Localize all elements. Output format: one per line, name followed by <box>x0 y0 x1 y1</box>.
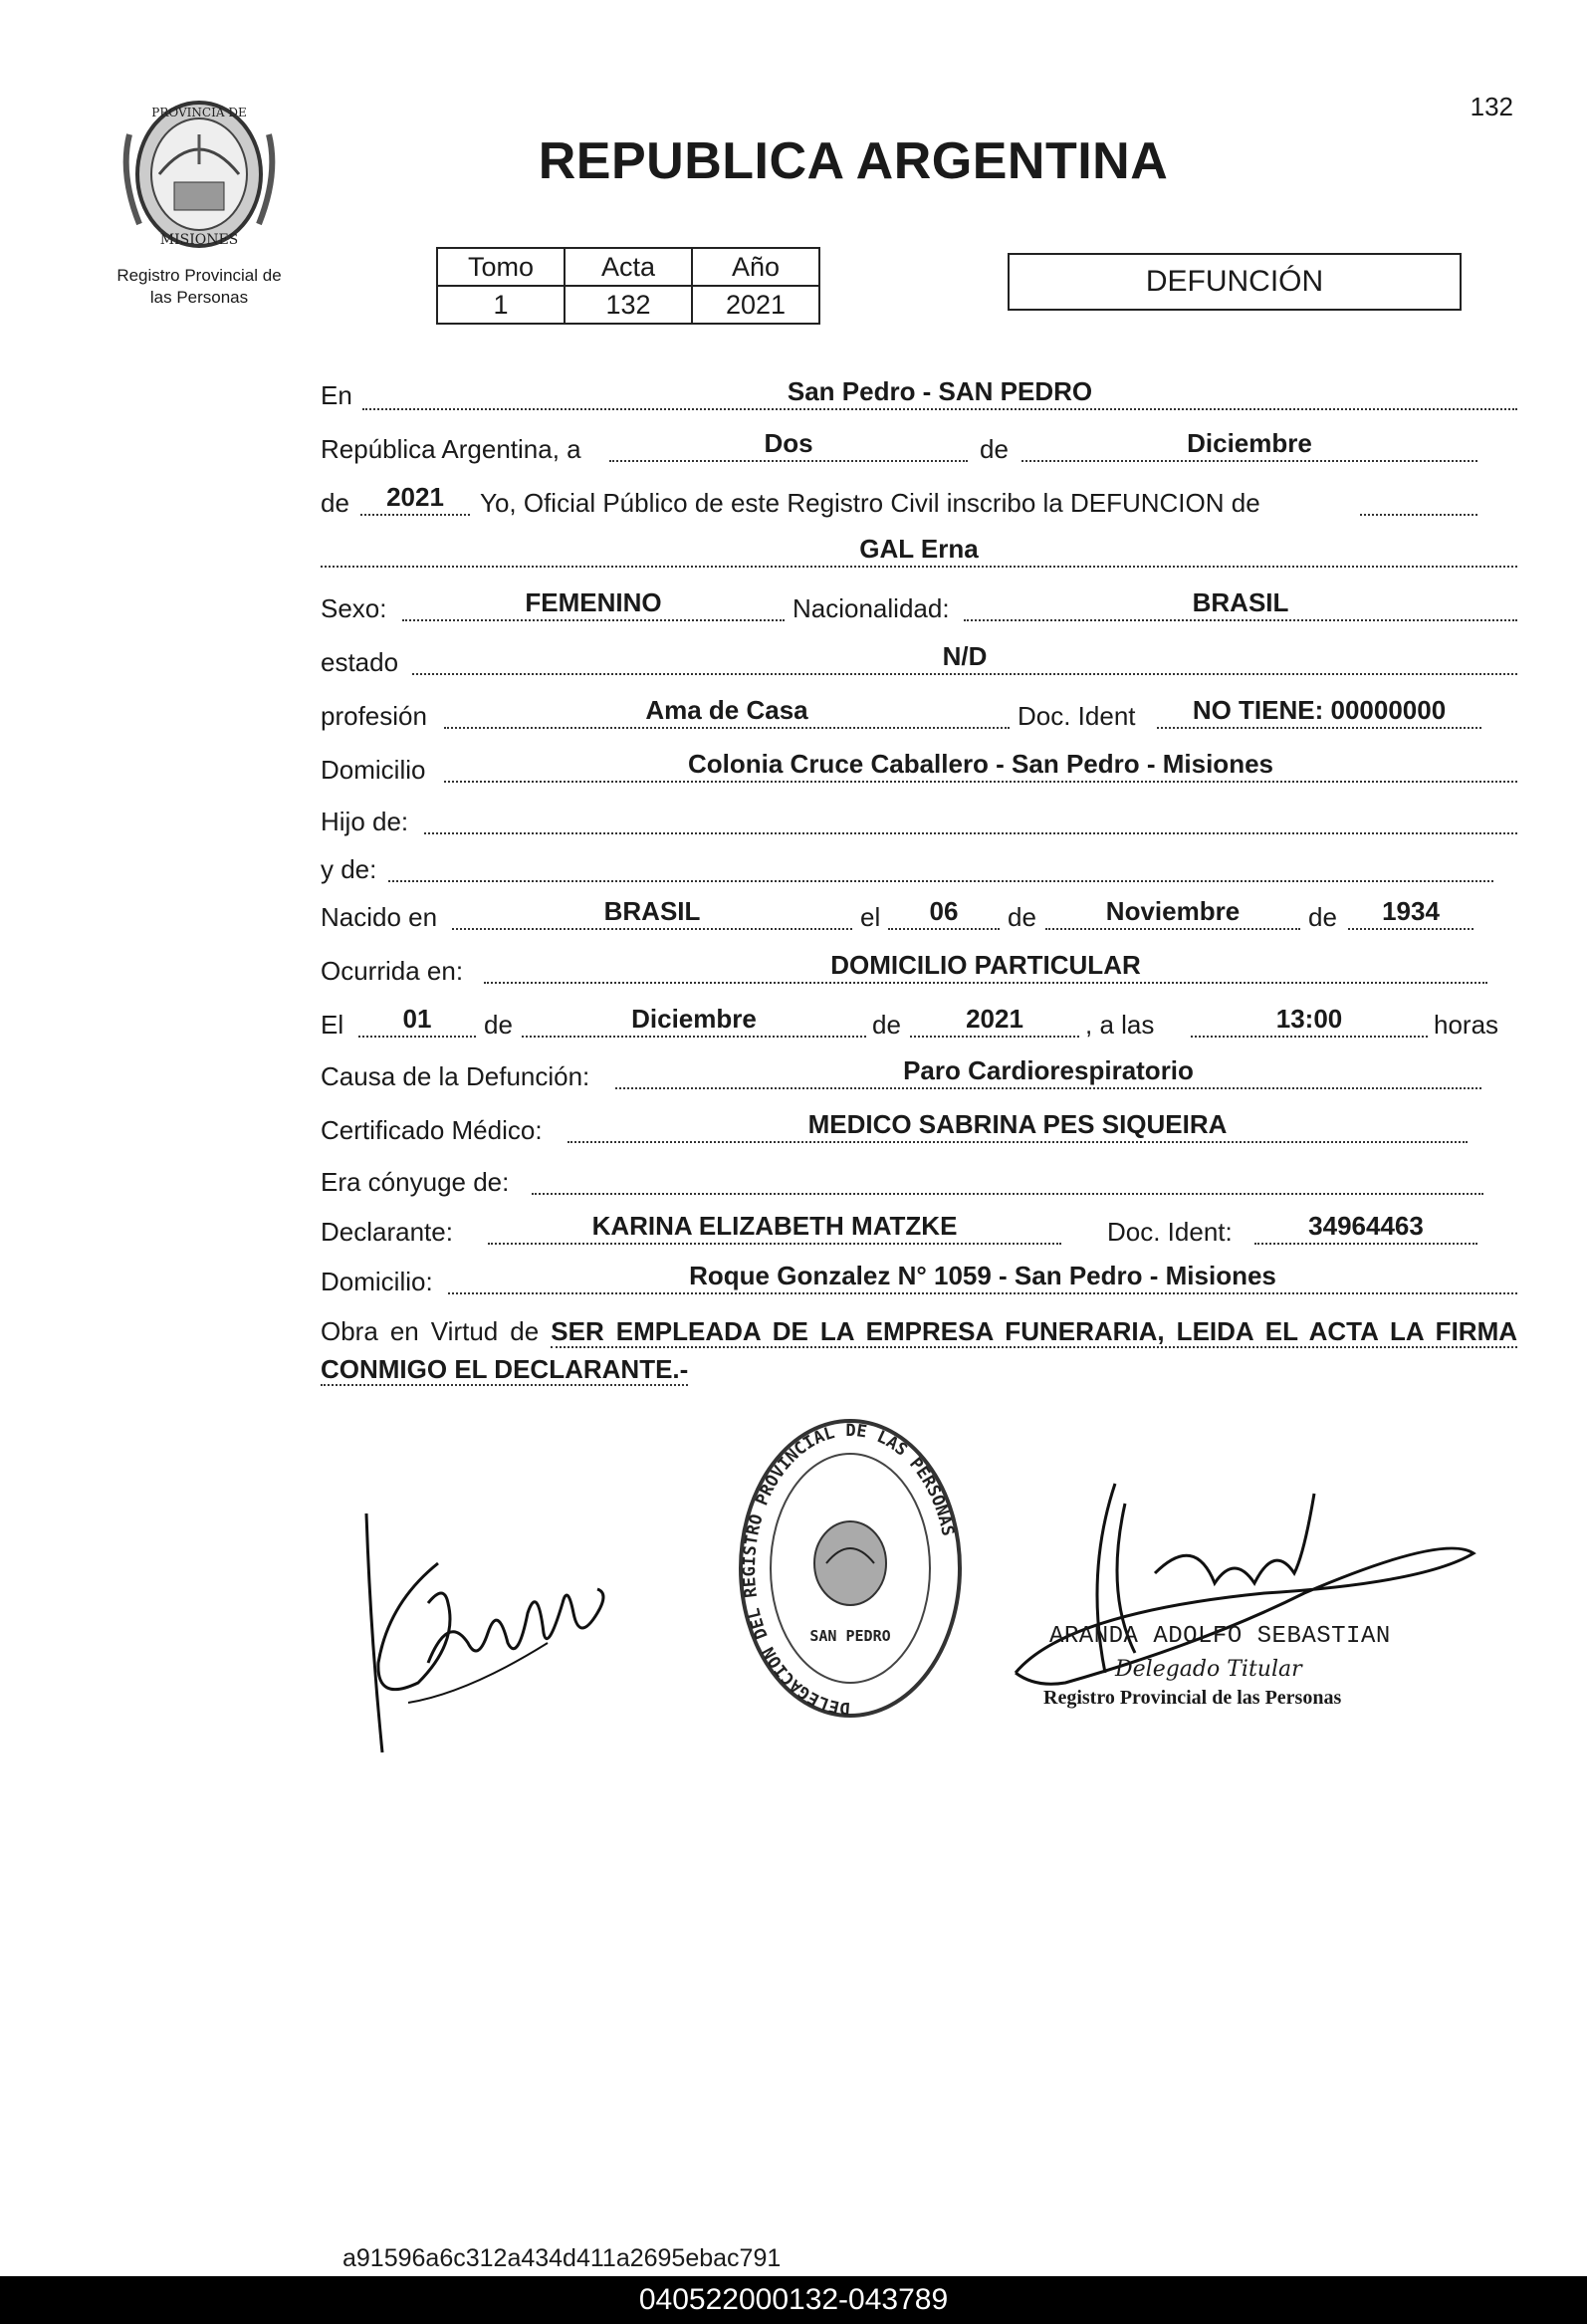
alas-label: , a las <box>1085 1010 1155 1040</box>
birth-day: 06 <box>888 896 1000 930</box>
ref-header-anio: Año <box>692 248 819 286</box>
ref-value-acta: 132 <box>565 286 692 324</box>
declarant-signature <box>348 1494 627 1762</box>
reference-table <box>436 247 820 325</box>
page-number: 132 <box>1470 92 1513 121</box>
domicilio2-value: Roque Gonzalez N° 1059 - San Pedro - Misiones <box>448 1261 1517 1294</box>
obra-label: Obra en Virtud de <box>321 1316 540 1346</box>
profesion-value: Ama de Casa <box>444 695 1010 729</box>
estado-label: estado <box>321 647 399 677</box>
de-label-3: de <box>1008 902 1036 932</box>
doc2-label: Doc. Ident: <box>1107 1217 1233 1247</box>
doc-ident-value: NO TIENE: 00000000 <box>1157 695 1481 729</box>
obra-value: SER EMPLEADA DE LA EMPRESA FUNERARIA, LEIDA EL ACTA LA FIRMA CONMIGO EL DECLARANTE.- <box>321 1316 1518 1384</box>
death-time: 13:00 <box>1191 1004 1428 1038</box>
profesion-label: profesión <box>321 701 427 731</box>
de-label-1: de <box>980 434 1009 464</box>
de-label-5: de <box>484 1010 513 1040</box>
el-label: el <box>860 902 881 932</box>
nacionalidad-label: Nacionalidad: <box>793 593 950 623</box>
hijo-value <box>424 801 1517 834</box>
yde-value <box>388 848 1493 882</box>
death-year: 2021 <box>910 1004 1079 1038</box>
el-label-2: El <box>321 1010 344 1040</box>
birth-year: 1934 <box>1348 896 1474 930</box>
death-month: Diciembre <box>522 1004 866 1038</box>
sexo-value: FEMENINO <box>402 587 785 621</box>
ref-value-tomo: 1 <box>437 286 565 324</box>
doc2-value: 34964463 <box>1254 1211 1477 1245</box>
stamp-ring-text: DELEGACION DEL REGISTRO PROVINCIAL DE LAS PERSONAS <box>740 1420 958 1719</box>
ref-value-anio: 2021 <box>692 286 819 324</box>
ocurrida-label: Ocurrida en: <box>321 956 464 986</box>
emblem-caption <box>90 265 309 309</box>
death-day: 01 <box>358 1004 476 1038</box>
hijo-label: Hijo de: <box>321 807 409 836</box>
declarante-label: Declarante: <box>321 1217 453 1247</box>
causa-label: Causa de la Defunción: <box>321 1061 590 1091</box>
official-stamp <box>735 1414 966 1723</box>
ocurrida-value: DOMICILIO PARTICULAR <box>484 950 1487 984</box>
nacido-label: Nacido en <box>321 902 438 932</box>
deceased-name: GAL Erna <box>321 534 1517 568</box>
declarante-value: KARINA ELIZABETH MATZKE <box>488 1211 1061 1245</box>
de-label-6: de <box>872 1010 901 1040</box>
ref-header-acta: Acta <box>565 248 692 286</box>
en-label: En <box>321 380 352 410</box>
birth-month: Noviembre <box>1045 896 1300 930</box>
causa-value: Paro Cardiorespiratorio <box>615 1055 1481 1089</box>
en-value: San Pedro - SAN PEDRO <box>362 376 1517 410</box>
de-label-2: de <box>321 488 349 518</box>
conyuge-label: Era cónyuge de: <box>321 1167 510 1197</box>
inscribo-text: Yo, Oficial Público de este Registro Civil inscribo la DEFUNCION de <box>480 488 1260 518</box>
emblem-caption-line2: las Personas <box>149 288 249 307</box>
ref-header-tomo: Tomo <box>437 248 565 286</box>
month-value: Diciembre <box>1021 428 1477 462</box>
nacionalidad-value: BRASIL <box>964 587 1517 621</box>
inscribo-continuation <box>1360 482 1477 516</box>
domicilio-value: Colonia Cruce Caballero - San Pedro - Misiones <box>444 749 1517 783</box>
estado-value: N/D <box>412 641 1517 675</box>
document-code-bar: 040522000132-043789 <box>0 2276 1587 2324</box>
yde-label: y de: <box>321 854 377 884</box>
emblem-caption-line1: Registro Provincial de <box>116 266 282 285</box>
document-hash: a91596a6c312a434d411a2695ebac791 <box>342 2244 782 2272</box>
domicilio-label: Domicilio <box>321 755 426 785</box>
certificado-label: Certificado Médico: <box>321 1115 543 1145</box>
certificado-value: MEDICO SABRINA PES SIQUEIRA <box>567 1109 1468 1143</box>
official-org: Registro Provincial de las Personas <box>1043 1687 1342 1709</box>
official-name: ARANDA ADOLFO SEBASTIAN <box>1049 1623 1391 1650</box>
domicilio2-label: Domicilio: <box>321 1267 433 1296</box>
nacido-value: BRASIL <box>452 896 852 930</box>
horas-label: horas <box>1434 1010 1499 1040</box>
emblem-text-bottom: MISIONES <box>159 232 239 248</box>
official-title: Delegado Titular <box>1115 1657 1302 1682</box>
de-label-4: de <box>1308 902 1337 932</box>
sexo-label: Sexo: <box>321 593 387 623</box>
conyuge-value <box>532 1161 1483 1195</box>
doc-ident-label: Doc. Ident <box>1018 701 1136 731</box>
page-title: REPUBLICA ARGENTINA <box>538 132 1169 190</box>
year-value: 2021 <box>360 482 470 516</box>
obra-paragraph <box>321 1312 1517 1388</box>
stamp-center-text: SAN PEDRO <box>809 1627 891 1645</box>
emblem-text-top: PROVINCIA DE <box>151 106 247 119</box>
day-value: Dos <box>609 428 968 462</box>
document-type-box: DEFUNCIÓN <box>1008 253 1462 311</box>
republica-label: República Argentina, a <box>321 434 581 464</box>
